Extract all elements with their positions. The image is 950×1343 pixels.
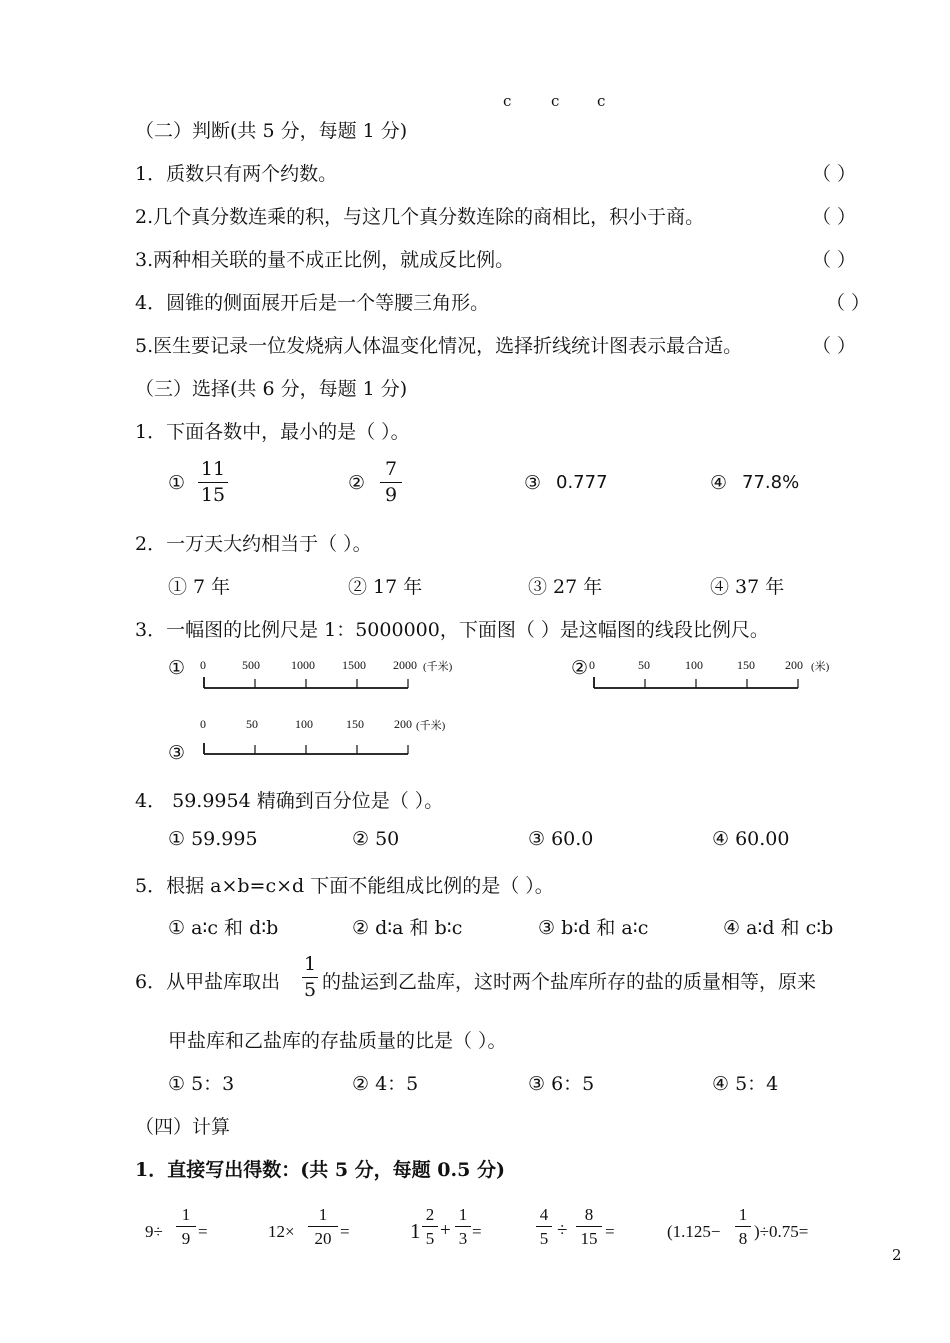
calc-fraction: 8 15 [576, 1206, 602, 1247]
section-title-judgement: （二）判断(共 5 分，每题 1 分) [135, 120, 408, 142]
option[interactable]: ④ a∶d 和 c∶b [723, 917, 834, 939]
scale-bar-3 [200, 740, 415, 756]
section-title-choice: （三）选择(共 6 分，每题 1 分) [135, 378, 408, 400]
choice-q6-pre: 6．从甲盐库取出 [135, 971, 281, 993]
scale-label: 1500 [342, 658, 366, 672]
scale-bar-2 [590, 674, 805, 690]
scale-label: 500 [242, 658, 260, 672]
calc-post: = [472, 1222, 482, 1241]
judgement-item-2: 2.几个真分数连乘的积，与这几个真分数连除的商相比，积小于商。 [135, 206, 705, 228]
header-mark: c [503, 92, 512, 110]
option[interactable]: ④ 60.00 [712, 828, 790, 850]
scale-label: 200 [394, 717, 412, 731]
calc-fraction: 1 9 [176, 1206, 196, 1247]
judgement-item-3: 3.两种相关联的量不成正比例，就成反比例。 [135, 249, 515, 271]
option-marker[interactable]: ④ [710, 472, 728, 494]
fraction-11-15: 11 15 [198, 460, 228, 505]
option-value: 0.777 [556, 472, 608, 493]
scale-bar-1 [200, 674, 415, 690]
scale-label: 100 [685, 658, 703, 672]
option-marker[interactable]: ① [168, 657, 186, 679]
option[interactable]: ③ 60.0 [528, 828, 594, 850]
scale-label: 1000 [291, 658, 315, 672]
section-title-calc: （四）计算 [135, 1116, 231, 1138]
option[interactable]: ③ b∶d 和 a∶c [538, 917, 649, 939]
answer-paren[interactable]: （ ） [812, 163, 857, 185]
option[interactable]: ② 4：5 [352, 1073, 419, 1095]
scale-unit: (千米) [416, 720, 446, 732]
fraction-1-5: 1 5 [303, 953, 317, 1001]
judgement-item-1: 1．质数只有两个约数。 [135, 163, 338, 185]
option[interactable]: ④ 5：4 [712, 1073, 779, 1095]
header-mark: c [551, 92, 560, 110]
judgement-item-5: 5.医生要记录一位发烧病人体温变化情况，选择折线统计图表示最合适。 [135, 335, 743, 357]
calc-fraction: 4 5 [536, 1206, 552, 1247]
answer-paren[interactable]: （ ） [826, 292, 871, 314]
choice-q1: 1．下面各数中，最小的是（ ）。 [135, 421, 410, 443]
option[interactable]: ① 59.995 [168, 828, 258, 850]
choice-q3: 3．一幅图的比例尺是 1：5000000，下面图（ ）是这幅图的线段比例尺。 [135, 619, 769, 641]
choice-q6-post: 的盐运到乙盐库，这时两个盐库所存的盐的质量相等，原来 [322, 971, 817, 993]
scale-label: 150 [346, 717, 364, 731]
scale-label: 100 [295, 717, 313, 731]
option-marker[interactable]: ① [168, 472, 186, 494]
scale-unit: (千米) [423, 661, 453, 673]
option[interactable]: ① a∶c 和 d∶b [168, 917, 279, 939]
choice-q2: 2．一万天大约相当于（ ）。 [135, 533, 372, 555]
calc-pre: 12× [268, 1222, 295, 1241]
scale-label: 50 [246, 717, 258, 731]
scale-label: 50 [638, 658, 650, 672]
option-marker[interactable]: ② [571, 657, 589, 679]
calc-pre: 9÷ [145, 1222, 163, 1241]
option-marker[interactable]: ② [348, 472, 366, 494]
answer-paren[interactable]: （ ） [812, 206, 857, 228]
calc-post: = [605, 1222, 615, 1241]
choice-q5: 5．根据 a×b=c×d 下面不能组成比例的是（ ）。 [135, 875, 554, 897]
page-number: 2 [892, 1246, 902, 1264]
scale-label: 0 [589, 658, 595, 672]
calc-fraction: 2 5 [422, 1206, 438, 1247]
option-marker[interactable]: ③ [168, 742, 186, 764]
answer-paren[interactable]: （ ） [812, 249, 857, 271]
calc-operator: ÷ [557, 1220, 568, 1241]
scale-label: 0 [200, 717, 206, 731]
scale-label: 150 [737, 658, 755, 672]
fraction-7-9: 7 9 [380, 460, 402, 505]
option[interactable]: ① 7 年 [168, 576, 231, 598]
calc-operator: + [440, 1220, 451, 1241]
calc-post: = [198, 1222, 208, 1241]
scale-label: 0 [200, 658, 206, 672]
option[interactable]: ② 50 [352, 828, 400, 850]
option[interactable]: ③ 6：5 [528, 1073, 595, 1095]
option-value: 77.8% [742, 472, 800, 493]
scale-label: 200 [785, 658, 803, 672]
scale-label: 2000 [393, 658, 417, 672]
option[interactable]: ② d∶a 和 b∶c [352, 917, 463, 939]
header-mark: c [597, 92, 606, 110]
choice-q4: 4． 59.9954 精确到百分位是（ ）。 [135, 790, 444, 812]
option-marker[interactable]: ③ [524, 472, 542, 494]
judgement-item-4: 4．圆锥的侧面展开后是一个等腰三角形。 [135, 292, 490, 314]
answer-paren[interactable]: （ ） [812, 335, 857, 357]
calc-post: )÷0.75= [754, 1222, 809, 1241]
scale-unit: (米) [811, 661, 830, 673]
calc-pre: (1.125− [667, 1222, 721, 1241]
calc-fraction: 1 3 [455, 1206, 471, 1247]
calc-post: = [340, 1222, 350, 1241]
calc-fraction: 1 20 [308, 1206, 338, 1247]
option[interactable]: ③ 27 年 [528, 576, 603, 598]
option[interactable]: ① 5：3 [168, 1073, 235, 1095]
calc-subtitle: 1．直接写出得数：(共 5 分，每题 0.5 分) [135, 1159, 505, 1181]
option[interactable]: ④ 37 年 [710, 576, 785, 598]
calc-fraction: 1 8 [735, 1206, 751, 1247]
choice-q6-line2: 甲盐库和乙盐库的存盐质量的比是（ ）。 [168, 1030, 507, 1052]
calc-pre: 1 [410, 1219, 421, 1243]
option[interactable]: ② 17 年 [348, 576, 423, 598]
